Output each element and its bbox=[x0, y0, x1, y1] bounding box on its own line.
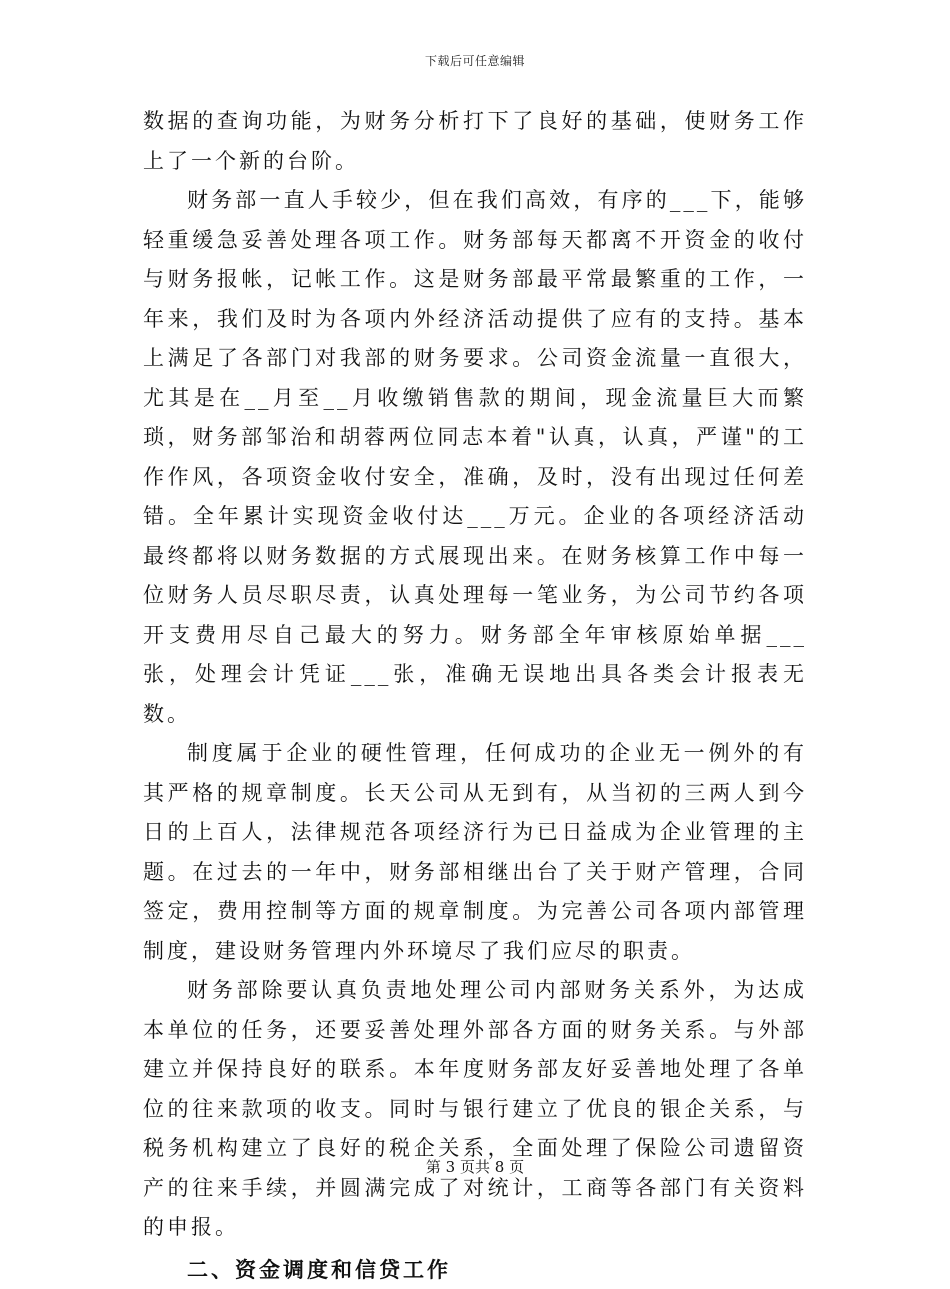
page-header-note: 下载后可任意编辑 bbox=[0, 52, 950, 69]
document-body bbox=[143, 102, 807, 1289]
page-number-footer: 第 3 页共 8 页 bbox=[0, 1156, 950, 1177]
paragraph-external-relations: 财务部除要认真负责地处理公司内部财务关系外，为达成本单位的任务，还要妥善处理外部各方面的财务关系。与外部建立并保持良好的联系。本年度财务部友好妥善地处理了各单位的往来款项的收支。同时与银行建立了优良的银企关系，与税务机构建立了良好的税企关系，全面处理了保险公司遗留资产的往来手续，并圆满完成了对统计，工商等各部门有关资料的申报。 bbox=[143, 971, 807, 1248]
paragraph-continuation: 数据的查询功能，为财务分析打下了良好的基础，使财务工作上了一个新的台阶。 bbox=[143, 102, 807, 181]
section-heading: 二、资金调度和信贷工作 bbox=[143, 1250, 807, 1289]
paragraph-finance-daily-work: 财务部一直人手较少，但在我们高效，有序的___下，能够轻重缓急妥善处理各项工作。财务部每天都离不开资金的收付与财务报帐，记帐工作。这是财务部最平常最繁重的工作，一年来，我们及时为各项内外经济活动提供了应有的支持。基本上满足了各部门对我部的财务要求。公司资金流量一直很大，尤其是在__月至__月收缴销售款的期间，现金流量巨大而繁琐，财务部邹治和胡蓉两位同志本着"认真，认真，严谨"的工作作风，各项资金收付安全，准确，及时，没有出现过任何差错。全年累计实现资金收付达___万元。企业的各项经济活动最终都将以财务数据的方式展现出来。在财务核算工作中每一位财务人员尽职尽责，认真处理每一笔业务，为公司节约各项开支费用尽自己最大的努力。财务部全年审核原始单据___张，处理会计凭证___张，准确无误地出具各类会计报表无数。 bbox=[143, 181, 807, 734]
paragraph-rules-and-regulations: 制度属于企业的硬性管理，任何成功的企业无一例外的有其严格的规章制度。长天公司从无到有，从当初的三两人到今日的上百人，法律规范各项经济行为已日益成为企业管理的主题。在过去的一年中，财务部相继出台了关于财产管理，合同签定，费用控制等方面的规章制度。为完善公司各项内部管理制度，建设财务管理内外环境尽了我们应尽的职责。 bbox=[143, 734, 807, 971]
